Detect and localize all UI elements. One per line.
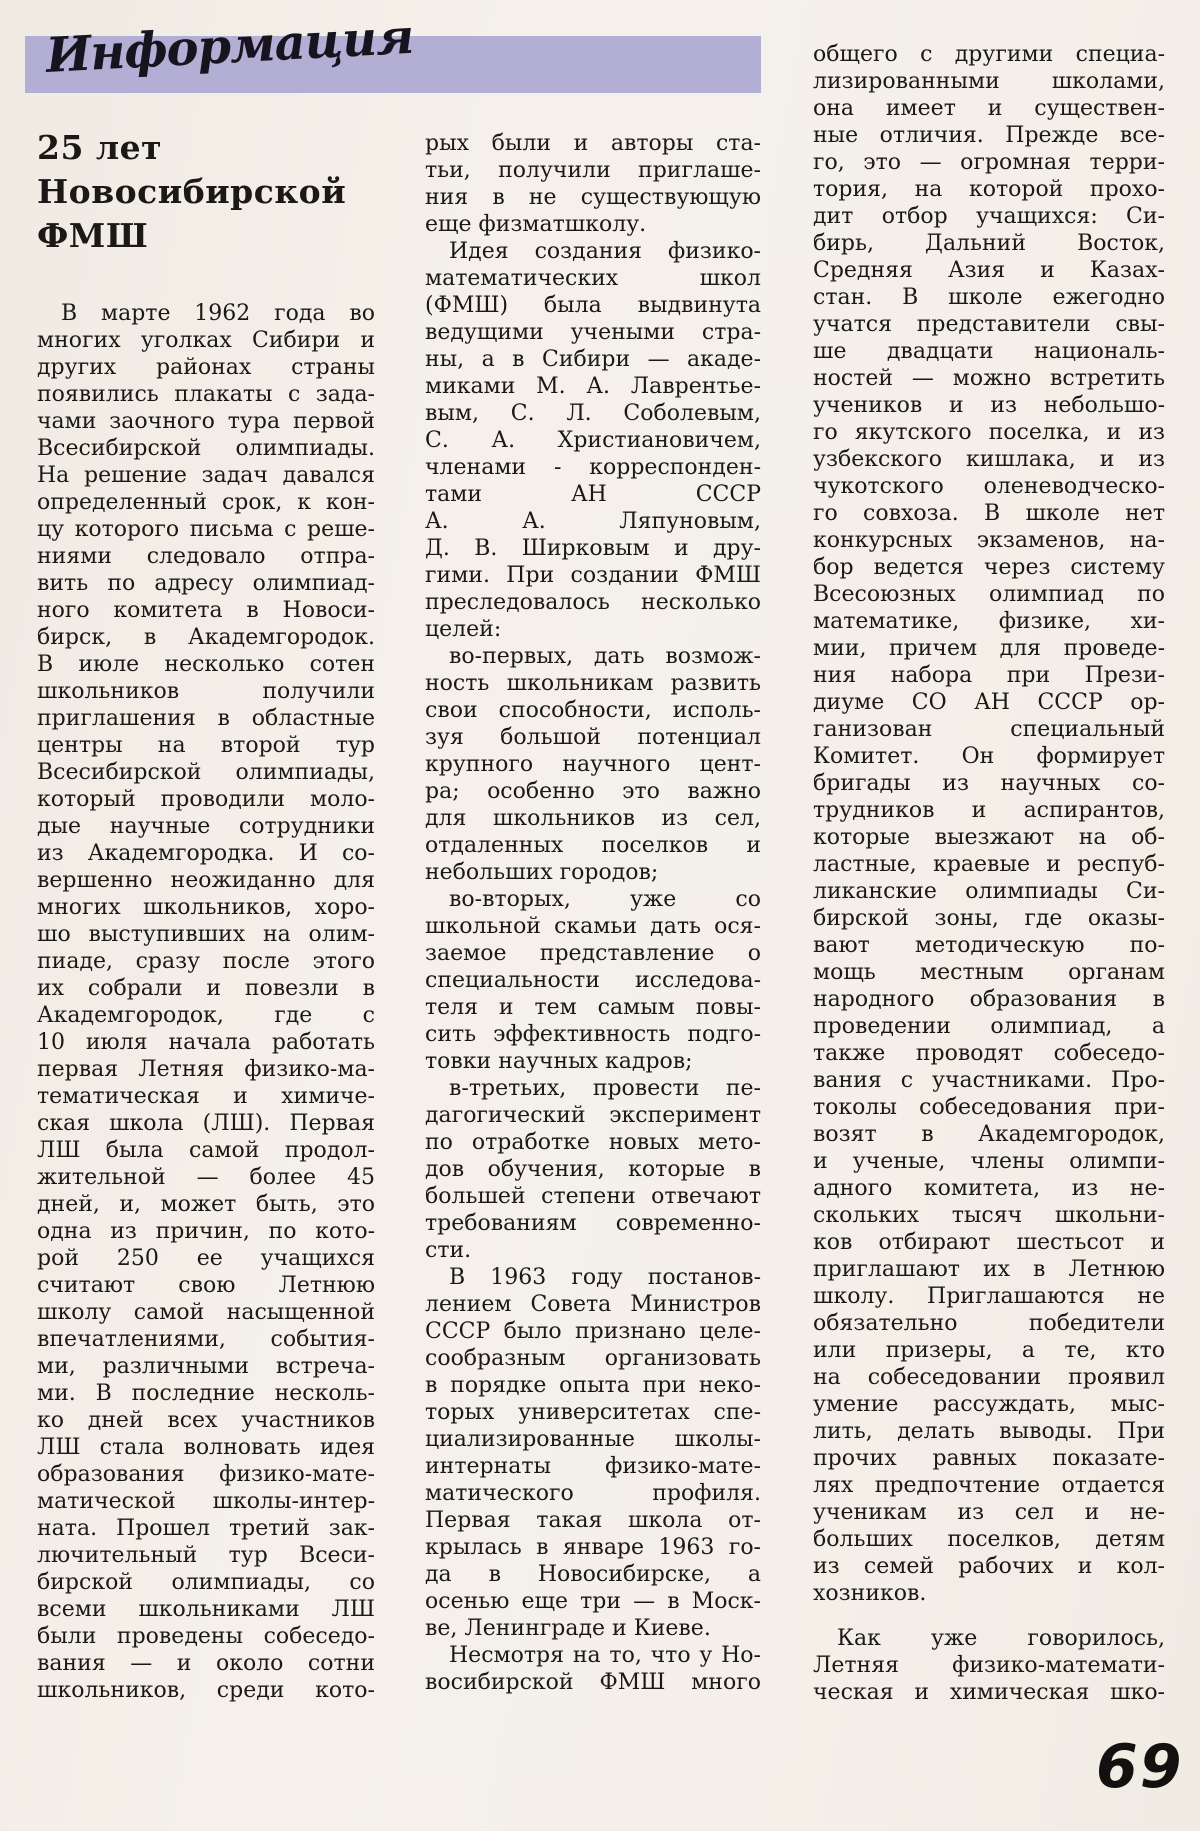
text-line: образования физико-мате-: [37, 1462, 375, 1487]
text-line: ната. Прошел третий зак-: [37, 1516, 375, 1541]
text-line: рых были и авторы ста-: [425, 131, 761, 156]
text-line: пиаде, сразу после этого: [37, 949, 375, 974]
text-line: лизированными школами,: [813, 69, 1165, 94]
text-line: считают свою Летнюю: [37, 1273, 375, 1298]
text-line: учеников и из небольшо-: [813, 393, 1165, 418]
title-line-1: 25 лет: [37, 128, 163, 167]
text-line: мии, причем для проведе-: [813, 636, 1165, 661]
column-2-text: [425, 130, 761, 1696]
text-line: Всесибирской олимпиады,: [37, 760, 375, 785]
text-line: ков отбирают шестьсот и: [813, 1230, 1165, 1255]
text-line: стан. В школе ежегодно: [813, 285, 1165, 310]
text-line: жительной — более 45: [37, 1165, 375, 1190]
text-line: А. А. Ляпуновым,: [425, 509, 761, 534]
text-line: 10 июля начала работать: [37, 1030, 375, 1055]
text-line: школьников, среди кото-: [37, 1678, 375, 1703]
text-line: восибирской ФМШ много: [425, 1670, 761, 1695]
paragraph: [425, 1264, 761, 1642]
text-line: торых университетах спе-: [425, 1400, 761, 1425]
text-line: еще физматшколу.: [425, 212, 647, 237]
text-line: бор ведется через систему: [813, 555, 1165, 580]
text-line: или призеры, а те, кто: [813, 1338, 1165, 1363]
text-line: осенью еще три — в Моск-: [425, 1589, 761, 1614]
text-line: Летняя физико-математи-: [813, 1653, 1165, 1678]
text-line: ния в не существующую: [425, 185, 761, 210]
text-line: вания — и около сотни: [37, 1651, 375, 1676]
text-line: хозников.: [813, 1581, 927, 1606]
text-line: приглашают их в Летнюю: [813, 1257, 1165, 1282]
text-line: тьи, получили приглаше-: [425, 158, 761, 183]
text-line: ко дней всех участников: [37, 1408, 375, 1433]
text-line: приглашения в областные: [37, 706, 375, 731]
text-line: общего с другими специа-: [813, 42, 1165, 67]
paragraph: [425, 643, 761, 886]
text-line: бирск, в Академгородок.: [37, 625, 375, 650]
text-line: определенный срок, к кон-: [37, 490, 375, 515]
text-line: больших поселков, детям: [813, 1527, 1165, 1552]
text-line: в порядке опыта при неко-: [425, 1373, 761, 1398]
text-line: сти.: [425, 1238, 472, 1263]
text-line: и ученые, члены олимпи-: [813, 1149, 1165, 1174]
text-line: школьной скамьи дать ося-: [425, 914, 761, 939]
text-line: были проведены собеседо-: [37, 1624, 375, 1649]
text-line: токолы собеседования при-: [813, 1095, 1165, 1120]
text-line: зуя большой потенциал: [425, 725, 761, 750]
text-line: которые выезжают на об-: [813, 825, 1165, 850]
text-line: проведении олимпиад, а: [813, 1014, 1165, 1039]
paragraph: [425, 238, 761, 643]
text-line: школьников получили: [37, 679, 375, 704]
text-line: вают методическую по-: [813, 933, 1165, 958]
text-line: преследовалось несколько: [425, 590, 761, 615]
text-line: в-третьих, провести пе-: [449, 1076, 761, 1101]
text-line: рой 250 ее учащихся: [37, 1246, 375, 1271]
text-line: первая Летняя физико-ма-: [37, 1057, 375, 1082]
paragraph: [425, 1075, 761, 1264]
text-line: ные отличия. Прежде все-: [813, 123, 1165, 148]
text-line: матического профиля.: [425, 1481, 761, 1506]
text-line: многих уголках Сибири и: [37, 328, 375, 353]
text-line: прочих равных показате-: [813, 1446, 1165, 1471]
paragraph: [37, 300, 375, 1704]
text-line: небольших городов;: [425, 860, 659, 885]
text-line: ностей — можно встретить: [813, 366, 1165, 391]
text-line: Академгородок, где с: [37, 1003, 375, 1028]
text-line: она имеет и существен-: [813, 96, 1165, 121]
text-line: народного образования в: [813, 987, 1165, 1012]
text-line: из Академгородка. И со-: [37, 841, 375, 866]
text-line: членами - корреспонден-: [425, 455, 761, 480]
column-3: [813, 41, 1165, 1706]
text-line: ганизован специальный: [813, 717, 1165, 742]
text-line: В марте 1962 года во: [61, 301, 375, 326]
text-line: сить эффективность подго-: [425, 1022, 761, 1047]
paragraph: [425, 1642, 761, 1696]
text-line: Д. В. Ширковым и дру-: [425, 536, 761, 561]
text-line: крупного научного цент-: [425, 752, 761, 777]
text-line: конкурсных экзаменов, на-: [813, 528, 1165, 553]
handwritten-header-script: Информация: [44, 8, 415, 84]
text-line: математических школ: [425, 266, 761, 291]
text-line: скольких тысяч школьни-: [813, 1203, 1165, 1228]
text-line: да в Новосибирске, а: [425, 1562, 761, 1587]
text-line: крылась в январе 1963 го-: [425, 1535, 761, 1560]
article-title: [37, 126, 375, 258]
text-line: Всесоюзных олимпиад по: [813, 582, 1165, 607]
text-line: центры на второй тур: [37, 733, 375, 758]
text-line: школу самой насыщенной: [37, 1300, 375, 1325]
text-line: Первая такая школа от-: [425, 1508, 761, 1533]
text-line: из семей рабочих и кол-: [813, 1554, 1165, 1579]
text-line: ность школьникам развить: [425, 671, 761, 696]
text-line: Идея создания физико-: [449, 239, 761, 264]
text-line: учатся представители свы-: [813, 312, 1165, 337]
text-line: цу которого письма с реше-: [37, 517, 375, 542]
text-line: впечатлениями, события-: [37, 1327, 375, 1352]
text-line: отдаленных поселков и: [425, 833, 761, 858]
text-line: дит отбор учащихся: Си-: [813, 204, 1165, 229]
text-line: ниями следовало отпра-: [37, 544, 375, 569]
text-line: ликанские олимпиады Си-: [813, 879, 1165, 904]
text-line: интернаты физико-мате-: [425, 1454, 761, 1479]
text-line: также проводят собеседо-: [813, 1041, 1165, 1066]
text-line: Несмотря на то, что у Но-: [449, 1643, 761, 1668]
text-line: чами заочного тура первой: [37, 409, 375, 434]
text-line: тами АН СССР: [425, 482, 761, 507]
text-line: ше двадцати националь-: [813, 339, 1165, 364]
text-line: вым, С. Л. Соболевым,: [425, 401, 761, 426]
text-line: лить, делать выводы. При: [813, 1419, 1165, 1444]
text-line: вершенно неожиданно для: [37, 868, 375, 893]
column-2: [425, 130, 761, 1696]
text-line: всеми школьниками ЛШ: [37, 1597, 375, 1622]
text-line: диуме СО АН СССР ор-: [813, 690, 1165, 715]
text-line: математике, физике, хи-: [813, 609, 1165, 634]
text-line: для школьников из сел,: [425, 806, 761, 831]
text-line: заемое представление о: [425, 941, 761, 966]
text-line: вания с участниками. Про-: [813, 1068, 1165, 1093]
text-line: го, это — огромная терри-: [813, 150, 1165, 175]
text-line: теля и тем самым повы-: [425, 995, 761, 1020]
text-line: ния набора при Прези-: [813, 663, 1165, 688]
title-line-3: ФМШ: [37, 216, 149, 255]
text-line: ны, а в Сибири — акаде-: [425, 347, 761, 372]
text-line: ми. В последние несколь-: [37, 1381, 375, 1406]
text-line: одна из причин, по кото-: [37, 1219, 375, 1244]
text-line: циализированные школы-: [425, 1427, 761, 1452]
text-line: свои способности, исполь-: [425, 698, 761, 723]
paragraph: [425, 130, 761, 238]
text-line: лях предпочтение отдается: [813, 1473, 1165, 1498]
text-line: других районах страны: [37, 355, 375, 380]
text-line: На решение задач давался: [37, 463, 375, 488]
text-line: многих школьников, хоро-: [37, 895, 375, 920]
text-line: Как уже говорилось,: [837, 1626, 1165, 1651]
text-line: дагогический эксперимент: [425, 1103, 761, 1128]
text-line: во-первых, дать возмож-: [449, 644, 761, 669]
text-line: С. А. Христиановичем,: [425, 428, 761, 453]
paragraph: [813, 41, 1165, 1607]
text-line: чукотского оленеводческо-: [813, 474, 1165, 499]
text-line: их собрали и повезли в: [37, 976, 375, 1001]
text-line: (ФМШ) была выдвинута: [425, 293, 761, 318]
text-line: школу. Приглашаются не: [813, 1284, 1165, 1309]
paragraph: [425, 886, 761, 1075]
text-line: бригады из научных со-: [813, 771, 1165, 796]
text-line: узбекского кишлака, и из: [813, 447, 1165, 472]
text-line: Всесибирской олимпиады.: [37, 436, 375, 461]
text-line: целей:: [425, 617, 502, 642]
text-line: миками М. А. Лаврентье-: [425, 374, 761, 399]
text-line: ведущими учеными стра-: [425, 320, 761, 345]
column-3-text: [813, 41, 1165, 1706]
text-line: дов обучения, которые в: [425, 1157, 761, 1182]
text-line: обязательно победители: [813, 1311, 1165, 1336]
text-line: трудников и аспирантов,: [813, 798, 1165, 823]
paragraph: [813, 1625, 1165, 1706]
text-line: ми, различными встреча-: [37, 1354, 375, 1379]
text-line: бирской олимпиады, со: [37, 1570, 375, 1595]
text-line: го якутского поселка, и из: [813, 420, 1165, 445]
text-line: лючительный тур Всеси-: [37, 1543, 375, 1568]
text-line: В 1963 году постанов-: [449, 1265, 761, 1290]
text-line: ЛШ стала волновать идея: [37, 1435, 375, 1460]
text-line: ного комитета в Новоси-: [37, 598, 375, 623]
text-line: тория, на которой прохо-: [813, 177, 1165, 202]
text-line: умение рассуждать, мыс-: [813, 1392, 1165, 1417]
text-line: который проводили моло-: [37, 787, 375, 812]
text-line: специальности исследова-: [425, 968, 761, 993]
text-line: ра; особенно это важно: [425, 779, 761, 804]
text-line: адного комитета, из не-: [813, 1176, 1165, 1201]
text-line: лением Совета Министров: [425, 1292, 761, 1317]
text-line: вить по адресу олимпиад-: [37, 571, 375, 596]
text-line: ЛШ была самой продол-: [37, 1138, 375, 1163]
text-line: сообразным организовать: [425, 1346, 761, 1371]
text-line: во-вторых, уже со: [449, 887, 761, 912]
text-line: бирь, Дальний Восток,: [813, 231, 1165, 256]
text-line: ческая и химическая шко-: [813, 1680, 1165, 1705]
text-line: тематическая и химиче-: [37, 1084, 375, 1109]
title-line-2: Новосибирской: [37, 172, 347, 211]
text-line: товки научных кадров;: [425, 1049, 693, 1074]
column-1-text: [37, 300, 375, 1704]
text-line: возят в Академгородок,: [813, 1122, 1165, 1147]
text-line: матической школы-интер-: [37, 1489, 375, 1514]
text-line: ученикам из сел и не-: [813, 1500, 1165, 1525]
text-line: ская школа (ЛШ). Первая: [37, 1111, 375, 1136]
text-line: ластные, краевые и респуб-: [813, 852, 1165, 877]
text-line: Комитет. Он формирует: [813, 744, 1165, 769]
page-number: 69: [1096, 1732, 1184, 1802]
text-line: СССР было признано целе-: [425, 1319, 761, 1344]
text-line: го совхоза. В школе нет: [813, 501, 1165, 526]
text-line: Средняя Азия и Казах-: [813, 258, 1165, 283]
text-line: мощь местным органам: [813, 960, 1165, 985]
text-line: бирской зоны, где оказы-: [813, 906, 1165, 931]
text-line: большей степени отвечают: [425, 1184, 761, 1209]
text-line: дней, и, может быть, это: [37, 1192, 375, 1217]
column-1: [37, 126, 375, 1704]
text-line: ве, Ленинграде и Киеве.: [425, 1616, 711, 1641]
text-line: появились плакаты с зада-: [37, 382, 375, 407]
text-line: требованиям современно-: [425, 1211, 761, 1236]
text-line: дые научные сотрудники: [37, 814, 375, 839]
text-line: шо выступивших на олим-: [37, 922, 375, 947]
text-line: гими. При создании ФМШ: [425, 563, 761, 588]
text-line: В июле несколько сотен: [37, 652, 375, 677]
text-line: по отработке новых мето-: [425, 1130, 761, 1155]
text-line: на собеседовании проявил: [813, 1365, 1165, 1390]
